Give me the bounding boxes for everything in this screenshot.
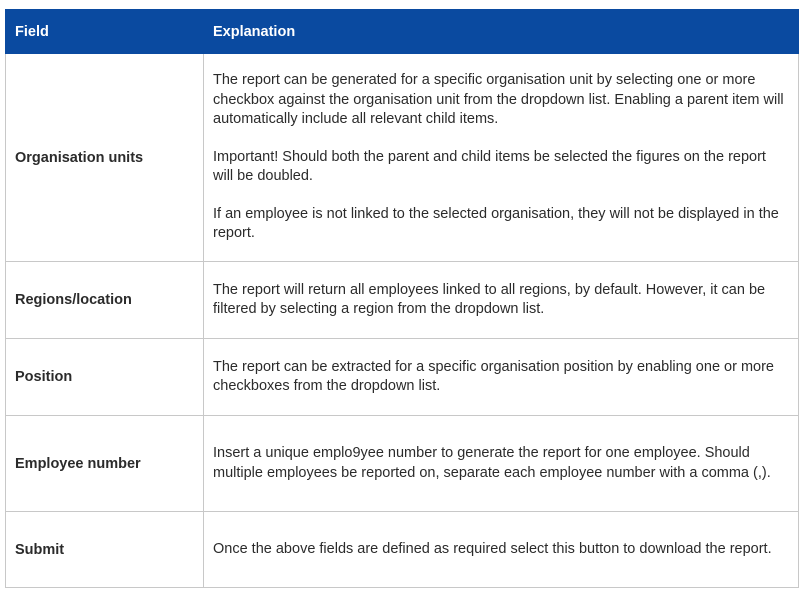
field-submit: Submit: [6, 512, 204, 588]
explanation-paragraph: Important! Should both the parent and child items be selected the figures on the report will be doubled.: [213, 148, 766, 185]
table-row: [6, 339, 799, 416]
table-row: [6, 54, 799, 262]
field-organisation-units: Organisation units: [6, 54, 204, 262]
field-regions-location: Regions/location: [6, 262, 204, 339]
explanation-submit: [204, 512, 799, 588]
explanation-paragraph: The report can be generated for a specific organisation unit by selecting one or more checkbox against the organisation unit from the dropdown list. Enabling a parent item will automatically include all relevant child items.: [213, 72, 784, 128]
table-row: [6, 416, 799, 512]
explanation-employee-number: [204, 416, 799, 512]
explanation-paragraph: The report will return all employees linked to all regions, by default. However, it can be filtered by selecting a region from the dropdown list.: [213, 281, 766, 317]
explanation-paragraph: If an employee is not linked to the selected organisation, they will not be displayed in the report.: [213, 205, 779, 242]
explanation-paragraph: Insert a unique emplo9yee number to generate the report for one employee. Should multiple employees be reported on, separate each employee number with a comma (,).: [213, 445, 771, 481]
explanation-paragraph: Once the above fields are defined as required select this button to download the report.: [213, 540, 772, 557]
field-position: Position: [6, 339, 204, 416]
table-header: [6, 10, 799, 54]
explanation-paragraph: The report can be extracted for a specific organisation position by enabling one or more checkboxes from the dropdown list.: [213, 358, 774, 394]
explanation-organisation-units: [204, 54, 799, 262]
field-explanation-table: [5, 9, 799, 588]
table-body: [6, 54, 799, 588]
explanation-regions-location: [204, 262, 799, 339]
table-row: [6, 512, 799, 588]
explanation-position: [204, 339, 799, 416]
header-field: Field: [6, 10, 204, 54]
header-explanation: Explanation: [204, 10, 799, 54]
table-row: [6, 262, 799, 339]
header-row: [6, 10, 799, 54]
field-employee-number: Employee number: [6, 416, 204, 512]
